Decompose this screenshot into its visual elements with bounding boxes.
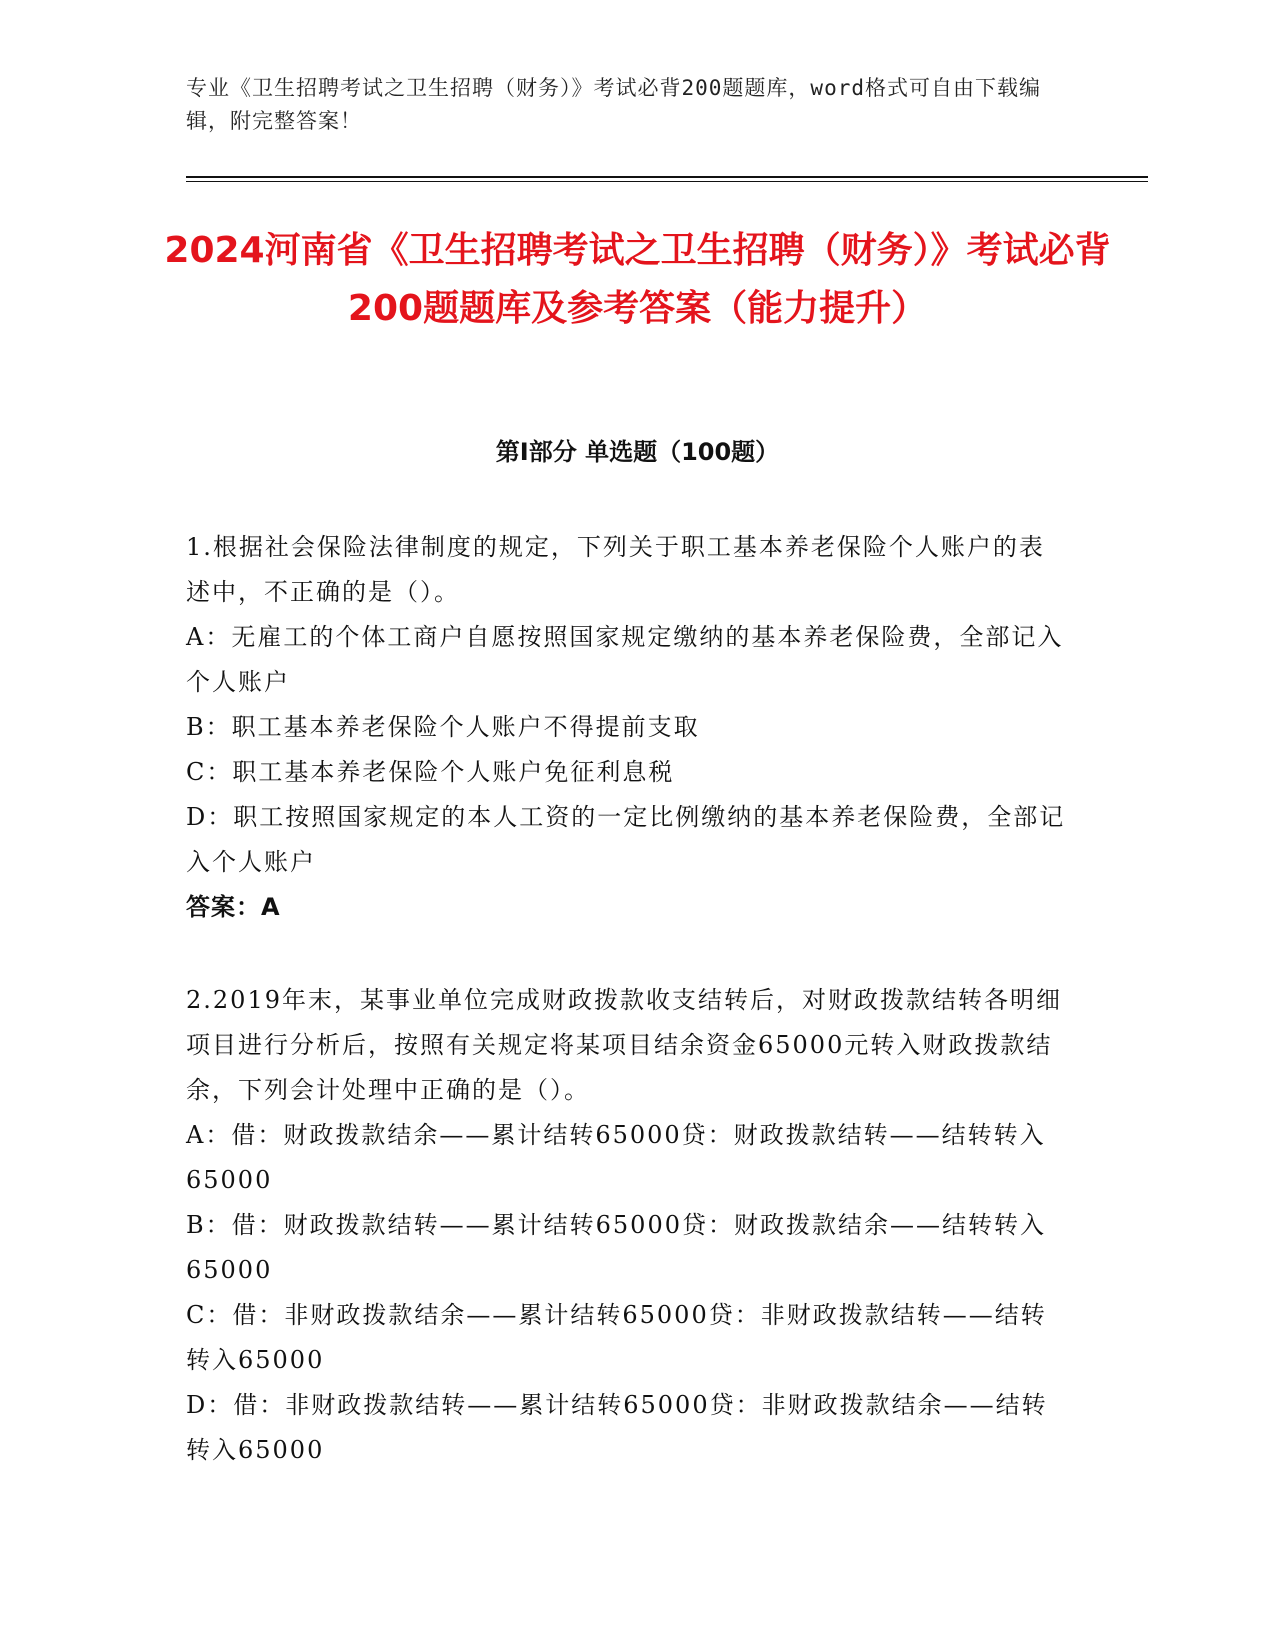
header-intro: 专业《卫生招聘考试之卫生招聘（财务）》考试必背200题题库，word格式可自由下载编辑，附完整答案！: [186, 76, 1041, 133]
option-a: A：借：财政拨款结余——累计结转65000贷：财政拨款结转——结转转入65000: [186, 1121, 1046, 1194]
question-1: [186, 525, 1066, 930]
question-stem: 2.2019年末，某事业单位完成财政拨款收支结转后，对财政拨款结转各明细项目进行分析后，按照有关规定将某项目结余资金65000元转入财政拨款结余，下列会计处理中正确的是（）。: [186, 986, 1062, 1104]
option-d: D：借：非财政拨款结转——累计结转65000贷：非财政拨款结余——结转转入65000: [186, 1391, 1048, 1464]
header-divider-thin: [186, 181, 1148, 182]
section-heading: 第Ⅰ部分 单选题（100题）: [495, 438, 780, 466]
document-title: 2024河南省《卫生招聘考试之卫生招聘（财务）》考试必背200题题库及参考答案（能力提升）: [164, 230, 1111, 329]
option-d: D：职工按照国家规定的本人工资的一定比例缴纳的基本养老保险费，全部记入个人账户: [186, 803, 1066, 876]
question-stem: 1.根据社会保险法律制度的规定，下列关于职工基本养老保险个人账户的表述中，不正确的是（）。: [186, 533, 1045, 606]
option-c: C：职工基本养老保险个人账户免征利息税: [186, 758, 675, 786]
question-2: [186, 978, 1066, 1473]
option-c: C：借：非财政拨款结余——累计结转65000贷：非财政拨款结转——结转转入65000: [186, 1301, 1047, 1374]
option-b: B：借：财政拨款结转——累计结转65000贷：财政拨款结余——结转转入65000: [186, 1211, 1046, 1284]
answer-line: 答案：A: [186, 893, 281, 921]
header-divider-thick: [186, 176, 1148, 178]
option-b: B：职工基本养老保险个人账户不得提前支取: [186, 713, 700, 741]
option-a: A：无雇工的个体工商户自愿按照国家规定缴纳的基本养老保险费，全部记入个人账户: [186, 623, 1064, 696]
